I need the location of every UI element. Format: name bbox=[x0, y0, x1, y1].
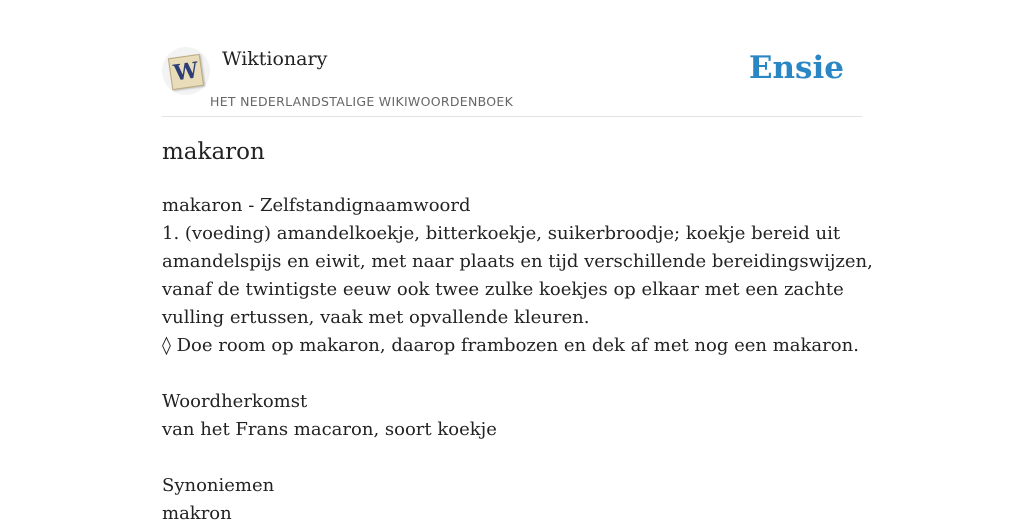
spacer bbox=[162, 360, 862, 388]
etymology-heading: Woordherkomst bbox=[162, 391, 308, 412]
site-name[interactable]: Wiktionary bbox=[222, 48, 328, 70]
spacer bbox=[162, 444, 862, 472]
synonyms-heading: Synoniemen bbox=[162, 475, 275, 496]
wiktionary-logo-icon[interactable] bbox=[162, 47, 210, 95]
site-tagline: HET NEDERLANDSTALIGE WIKIWOORDENBOEK bbox=[210, 94, 514, 109]
logo-tile bbox=[168, 54, 204, 90]
logo-letter: W bbox=[171, 57, 201, 87]
definition-line: vulling ertussen, vaak met opvallende kleuren. bbox=[162, 307, 590, 328]
definition-line: vanaf de twintigste eeuw ook twee zulke koekjes op elkaar met een zachte bbox=[162, 279, 844, 300]
ensie-brand-link[interactable]: Ensie bbox=[748, 50, 844, 86]
synonym-item: makron bbox=[162, 503, 232, 524]
definition-line: 1. (voeding) amandelkoekje, bitterkoekje, suikerbroodje; koekje bereid uit bbox=[162, 223, 841, 244]
page-title: makaron bbox=[162, 139, 265, 165]
etymology-text: van het Frans macaron, soort koekje bbox=[162, 419, 497, 440]
example-sentence: ◊ Doe room op makaron, daarop frambozen en dek af met nog een makaron. bbox=[162, 335, 859, 356]
entry-heading-line: makaron - Zelfstandignaamwoord bbox=[162, 195, 471, 216]
definition-line: amandelspijs en eiwit, met naar plaats en tijd verschillende bereidingswijzen, bbox=[162, 251, 873, 272]
site-header bbox=[162, 44, 862, 117]
entry-content bbox=[162, 192, 873, 528]
